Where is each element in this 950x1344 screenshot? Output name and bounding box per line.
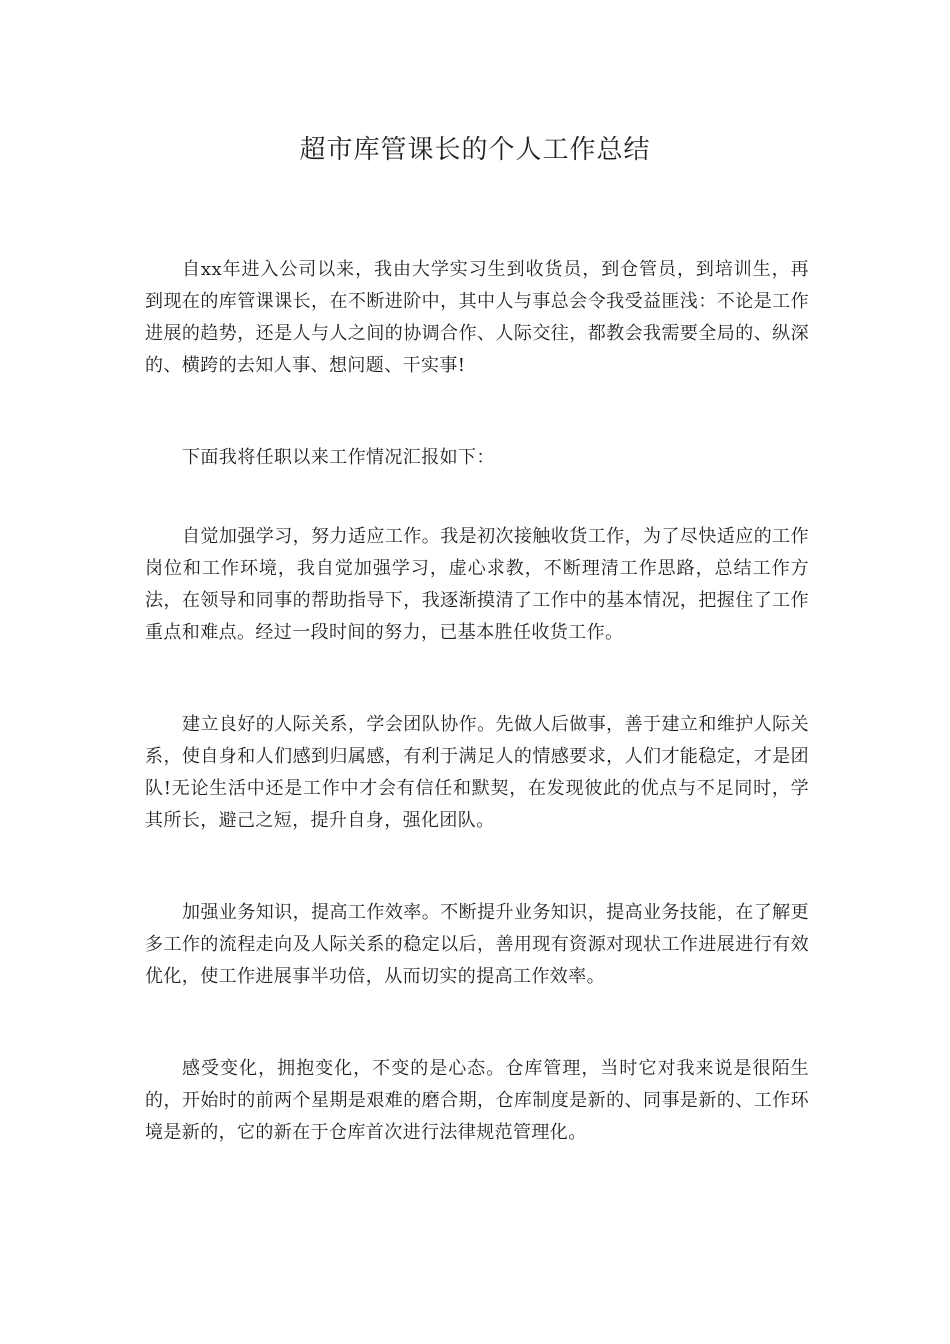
paragraph-study: 自觉加强学习，努力适应工作。我是初次接触收货工作，为了尽快适应的工作岗位和工作环境，我自觉加强学习，虚心求教，不断理清工作思路，总结工作方法，在领导和同事的帮助指导下，我逐渐摸清了工作中的基本情况，把握住了工作重点和难点。经过一段时间的努力，已基本胜任收货工作。 <box>145 526 809 643</box>
paragraph-report-lead: 下面我将任职以来工作情况汇报如下： <box>182 447 495 468</box>
paragraph-intro: 自xx年进入公司以来，我由大学实习生到收货员，到仓管员，到培训生，再到现在的库管课课长，在不断进阶中，其中人与事总会令我受益匪浅：不论是工作进展的趋势，还是人与人之间的协调合作、人际交往，都教会我需要全局的、纵深的、横跨的去知人事、想问题、干实事! <box>145 259 809 376</box>
document-title: 超市库管课长的个人工作总结 <box>299 135 651 165</box>
document-body <box>145 254 809 1149</box>
paragraph-efficiency: 加强业务知识，提高工作效率。不断提升业务知识，提高业务技能，在了解更多工作的流程走向及人际关系的稳定以后，善用现有资源对现状工作进展进行有效优化，使工作进展事半功倍，从而切实的提高工作效率。 <box>145 902 809 987</box>
paragraph-change: 感受变化，拥抱变化，不变的是心态。仓库管理，当时它对我来说是很陌生的，开始时的前两个星期是艰难的磨合期，仓库制度是新的、同事是新的、工作环境是新的，它的新在于仓库首次进行法律规范管理化。 <box>145 1058 809 1143</box>
paragraph-relations: 建立良好的人际关系，学会团队协作。先做人后做事，善于建立和维护人际关系，使自身和人们感到归属感，有利于满足人的情感要求，人们才能稳定，才是团队!无论生活中还是工作中才会有信任和默契，在发现彼此的优点与不足同时，学其所长，避己之短，提升自身，强化团队。 <box>145 714 809 831</box>
